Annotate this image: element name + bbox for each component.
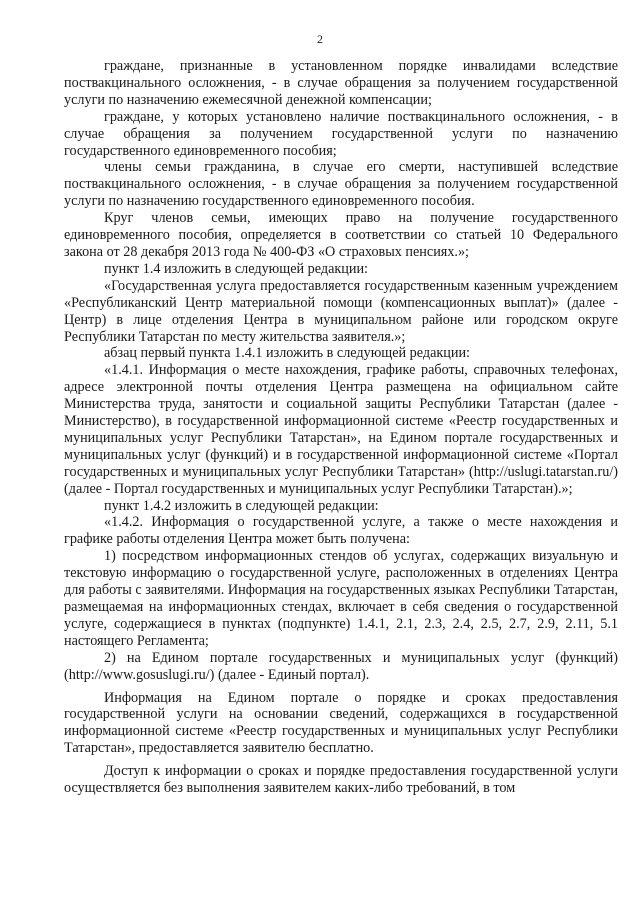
paragraph-9: пункт 1.4.2 изложить в следующей редакции: — [104, 497, 379, 514]
paragraph-4: Круг членов семьи, имеющих право на получение государственного единовременного пособия, определяется в соответствии со статьей 10 Федерального закона от 28 декабря 2013 года № 400-ФЗ «О страховых пенсиях.»; — [64, 210, 618, 260]
paragraph-13: Информация на Едином портале о порядке и сроках предоставления государственной услуги на основании сведений, содержащихся в государственной информационной системе «Реестр государственных и муниципальных услуг Республики Татарстан», предоставляется заявителю бесплатно. — [64, 689, 618, 757]
paragraph-6: «Государственная услуга предоставляется государственным казенным учреждением «Республиканский Центр материальной помощи (компенсационных выплат)» (далее - Центр) в лице отделения Центра в муниципальном районе или городском округе Республики Татарстан по месту жительства заявителя.»; — [64, 277, 618, 345]
paragraph-3: члены семьи гражданина, в случае его смерти, наступившей вследствие поствакцинального осложнения, - в случае обращения за получением государственной услуги по назначению государственного единовременного пособия. — [64, 159, 618, 210]
paragraph-10: «1.4.2. Информация о государственной услуге, а также о месте нахождения и графике работы отделения Центра может быть получена: — [64, 514, 618, 548]
paragraph-7: абзац первый пункта 1.4.1 изложить в следующей редакции: — [104, 345, 470, 362]
paragraph-1: граждане, признанные в установленном порядке инвалидами вследствие поствакцинального осложнения, - в случае обращения за получением государственной услуги по назначению ежемесячной денежной компенсации; — [64, 58, 618, 108]
document-body — [64, 58, 618, 797]
page-number: 2 — [317, 32, 323, 46]
paragraph-2: граждане, у которых установлено наличие поствакцинального осложнения, - в случае обращения за получением государственной услуги по назначению государственного единовременного пособия; — [64, 108, 618, 159]
paragraph-5: пункт 1.4 изложить в следующей редакции: — [104, 260, 368, 277]
paragraph-12: 2) на Едином портале государственных и муниципальных услуг (функций) (http://www.gosuslugi.ru/) (далее - Единый портал). — [64, 649, 618, 683]
paragraph-11: 1) посредством информационных стендов об услугах, содержащих визуальную и текстовую информацию о государственной услуге, расположенных в отделениях Центра для работы с заявителями. Информация на государственных языках Республики Татарстан, размещаемая на информационных стендах, включает в себя сведения о государственной услуге, содержащиеся в пунктах (подпункте) 1.4.1, 2.1, 2.3, 2.4, 2.5, 2.7, 2.9, 2.11, 5.1 настоящего Регламента; — [64, 548, 618, 649]
paragraph-8: «1.4.1. Информация о месте нахождения, графике работы, справочных телефонах, адресе электронной почты отделения Центра размещена на официальном сайте Министерства труда, занятости и социальной защиты Республики Татарстан (далее - Министерство), в государственной информационной системе «Реестр государственных и муниципальных услуг Республики Татарстан», на Едином портале государственных и муниципальных услуг (функций) и в государственной информационной системе «Портал государственных и муниципальных услуг Республики Татарстан» (http://uslugi.tatarstan.ru/) (далее - Портал государственных и муниципальных услуг Республики Татарстан).»; — [64, 362, 618, 497]
paragraph-14: Доступ к информации о сроках и порядке предоставления государственной услуги осуществляется без выполнения заявителем каких-либо требований, в том — [64, 763, 618, 797]
